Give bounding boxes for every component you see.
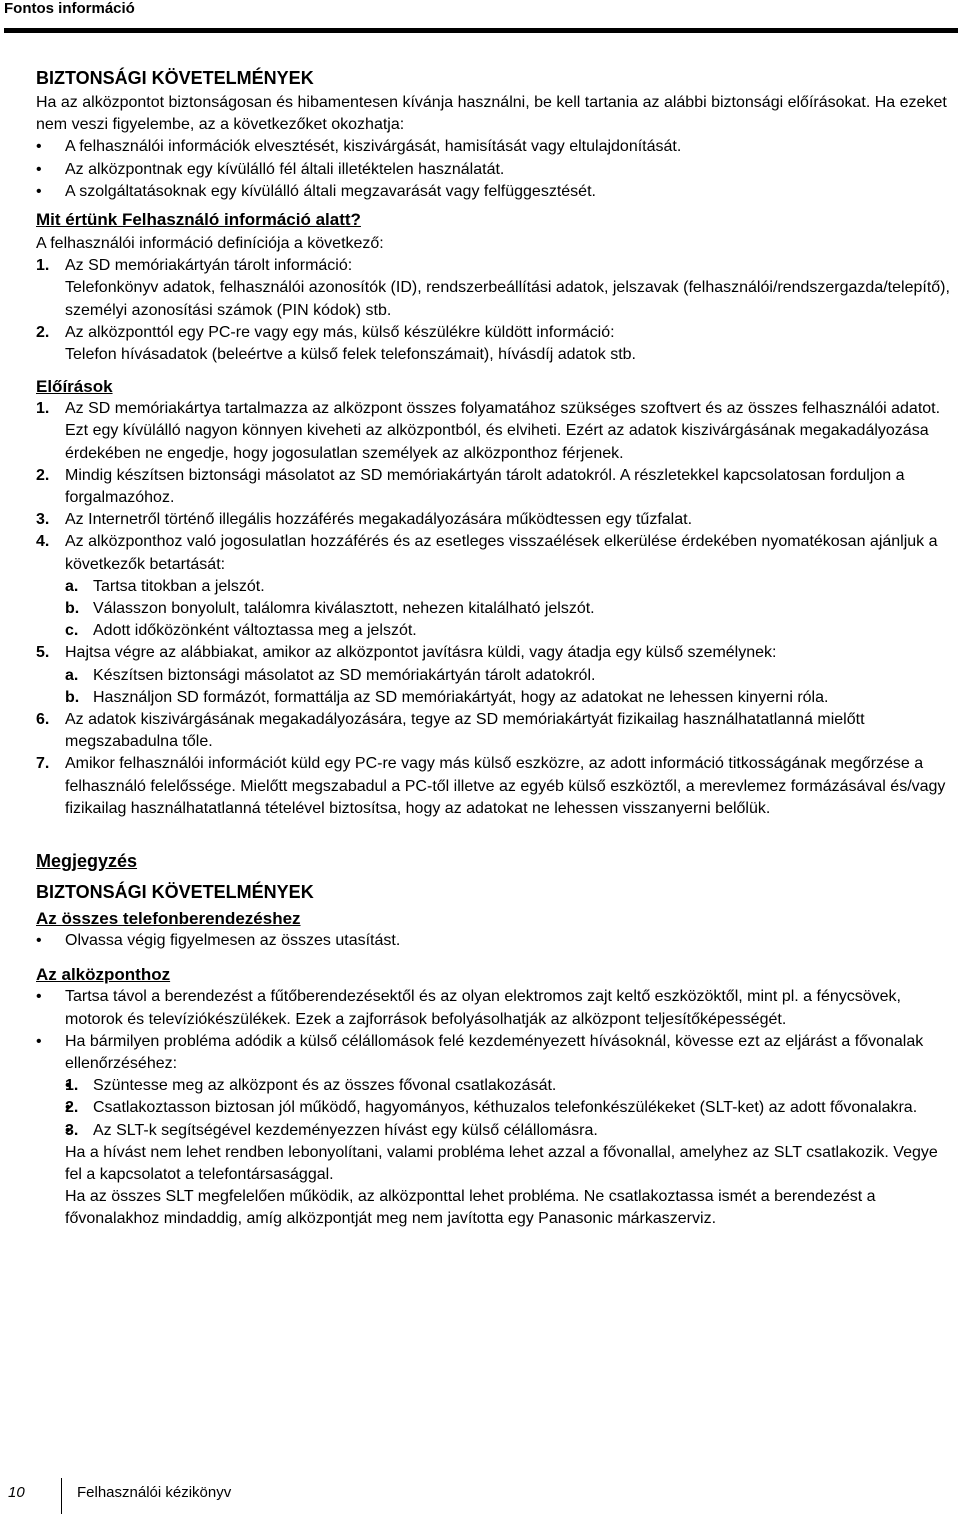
item-text: Hajtsa végre az alábbiakat, amikor az alközpontot javításra küldi, vagy átadja egy külső személynek: (65, 644, 777, 662)
rules-heading: Előírások (36, 377, 113, 397)
sub-item (65, 665, 956, 687)
list-item (36, 753, 956, 820)
item-number: 4. (36, 533, 50, 551)
info-list (36, 255, 956, 366)
item-number: 3. (36, 511, 50, 529)
page-number: 10 (8, 1484, 25, 1501)
sub-item (65, 1097, 956, 1119)
sub-item-label: • 3. (65, 1121, 79, 1139)
sub-item-text: Az SLT-k segítségével kezdeményezzen hívást egy külső célállomásra. (93, 1121, 598, 1139)
sub-item-label: • 2. (65, 1099, 79, 1117)
item-text: Amikor felhasználói információt küld egy PC-re vagy más külső eszközre, az adott információ titkosságának megőrzése a felhasználó felelőssége. Mielőtt megszabadul a PC-től illetve az egyéb külső eszköztől, a merevlemez formázásával és/vagy fizikailag használhatatlanná tételével biztosítsa, hogy az adatokat ne lehessen visszanyerni belőlük. (65, 755, 946, 817)
all-phones-heading: Az összes telefonberendezéshez (36, 909, 301, 929)
page-header (0, 0, 960, 30)
list-item (36, 642, 956, 709)
safety-intro: Ha az alközpontot biztonságosan és hibamentesen kívánja használni, be kell tartania az alábbi biztonsági előírásokat. Ha ezeket nem veszi figyelembe, az a következőket okozhatja: (36, 94, 947, 134)
item-number: 1. (36, 257, 50, 275)
item-detail: Telefon hívásadatok (beleértve a külső felek telefonszámait), hívásdíj adatok stb. (65, 346, 636, 364)
sub-item-label: b. (65, 600, 80, 618)
list-item (36, 322, 956, 366)
sub-item-text: Adott időközönként változtassa meg a jelszót. (93, 622, 417, 640)
sub-item-label: a. (65, 666, 79, 684)
item-text: • Ha bármilyen probléma adódik a külső célállomások felé kezdeményezett hívásoknál, kövesse ezt az eljárást a fővonalak ellenőrzéséhez: (65, 1032, 924, 1072)
pbx-bullets (36, 986, 956, 1230)
list-item: • Olvassa végig figyelmesen az összes utasítást. (36, 930, 956, 952)
pbx-followup-1: Ha a hívást nem lehet rendben lebonyolítani, valami probléma lehet azzal a fővonallal, amelyhez az SLT csatlakozik. Vegye fel a kapcsolatot a telefontársasággal. (65, 1143, 938, 1183)
item-text: Mindig készítsen biztonsági másolatot az SD memóriakártyán tárolt adatokról. A részletekkel kapcsolatosan forduljon a forgalmazóhoz. (65, 466, 905, 507)
sub-item (65, 687, 956, 709)
sub-item (65, 1120, 956, 1142)
sub-list (65, 665, 956, 709)
list-item (36, 255, 956, 322)
list-item (36, 709, 956, 753)
safety-bullets (36, 136, 956, 203)
sub-item-text: Tartsa titokban a jelszót. (93, 577, 265, 595)
footer-title: Felhasználói kézikönyv (77, 1484, 232, 1501)
sub-item-label: a. (65, 577, 79, 595)
list-item: • A szolgáltatásoknak egy kívülálló általi megzavarását vagy felfüggesztését. (36, 181, 956, 203)
sub-item-text: Szüntesse meg az alközpont és az összes fővonal csatlakozását. (93, 1077, 557, 1095)
page-content (36, 66, 956, 1231)
safety-title: BIZTONSÁGI KÖVETELMÉNYEK (36, 68, 314, 88)
header-title: Fontos információ (4, 0, 135, 17)
list-item (36, 465, 956, 509)
sub-item-text: Csatlakoztasson biztosan jól működő, hagyományos, kéthuzalos telefonkészülékeket (SLT-ket) az adott fővonalakra. (93, 1099, 918, 1117)
item-text: Az adatok kiszivárgásának megakadályozására, tegye az SD memóriakártyát fizikailag használhatatlanná mielőtt megszabadulna tőle. (65, 711, 865, 751)
sub-item-text: Használjon SD formázót, formattálja az SD memóriakártyát, hogy az adatokat ne lehessen kinyerni róla. (93, 688, 829, 706)
page-footer (0, 1476, 960, 1516)
list-item (36, 531, 956, 642)
footer-divider (61, 1478, 62, 1514)
sub-item (65, 598, 956, 620)
sub-item-label: b. (65, 688, 80, 706)
list-item: • Az alközpontnak egy kívülálló fél általi illetéktelen használatát. (36, 159, 956, 181)
info-heading: Mit értünk Felhasználó információ alatt? (36, 210, 361, 230)
item-title: Az alközponttól egy PC-re vagy egy más, külső készülékre küldött információ: (65, 323, 615, 341)
sub-item (65, 620, 956, 642)
list-item: • Tartsa távol a berendezést a fűtőberendezésektől és az olyan elektromos zajt keltő eszközöktől, mint pl. a fénycsövek, motorok és televíziókészülékek. Ezek a zajforrások befolyásolhatják az alközpont teljesítőképességét. (36, 986, 956, 1030)
sub-item-label: c. (65, 622, 79, 640)
item-text: Az Internetről történő illegális hozzáférés megakadályozására működtessen egy tűzfalat. (65, 511, 693, 529)
list-item (36, 398, 956, 465)
pbx-heading: Az alközponthoz (36, 965, 171, 985)
sub-item-text: Válasszon bonyolult, találomra kiválasztott, nehezen kitalálható jelszót. (93, 600, 595, 618)
sub-list (65, 576, 956, 643)
safety-title-2: BIZTONSÁGI KÖVETELMÉNYEK (36, 882, 314, 903)
item-number: 5. (36, 644, 50, 662)
list-item: • A felhasználói információk elvesztését, kiszivárgását, hamisítását vagy eltulajdonítását. (36, 136, 956, 158)
item-number: 2. (36, 466, 50, 484)
all-phones-bullets (36, 930, 956, 952)
list-item (36, 1031, 956, 1231)
item-number: 1. (36, 400, 50, 418)
sub-item-label: • 1. (65, 1077, 79, 1095)
sub-item (65, 576, 956, 598)
item-text: Az SD memóriakártya tartalmazza az alközpont összes folyamatához szükséges szoftvert és az összes felhasználói adatot. Ezt egy kívülálló nagyon könnyen kiveheti az alközpontból, és elviheti. Ezért az adatok kiszivárgásának megakadályozása érdekében ne engedje, hogy jogosulatlan személyek az alközponthoz férjenek. (65, 400, 941, 462)
pbx-followup-2: Ha az összes SLT megfelelően működik, az alközponttal lehet probléma. Ne csatlakoztassa ismét a berendezést a fővonalakhoz mindaddig, amíg alközpontját meg nem javította egy Panasonic márkaszerviz. (65, 1188, 876, 1228)
sub-item-text: Készítsen biztonsági másolatot az SD memóriakártyán tárolt adatokról. (93, 666, 596, 684)
pbx-steps (65, 1075, 956, 1142)
sub-item (65, 1075, 956, 1097)
rules-list (36, 398, 956, 820)
item-detail: Telefonkönyv adatok, felhasználói azonosítók (ID), rendszerbeállítási adatok, jelszavak (felhasználói/rendszergazda/telepítő), személyi azonosítási számok (PIN kódok) stb. (65, 279, 950, 319)
item-title: Az SD memóriakártyán tárolt információ: (65, 257, 353, 275)
header-rule (4, 28, 958, 33)
item-number: 2. (36, 323, 50, 341)
item-number: 6. (36, 711, 50, 729)
item-number: 7. (36, 755, 50, 773)
note-heading: Megjegyzés (36, 851, 138, 872)
list-item (36, 509, 956, 531)
item-text: Az alközponthoz való jogosulatlan hozzáférés és az esetleges visszaélések elkerülése érdekében nyomatékosan ajánljuk a következők betartását: (65, 533, 938, 573)
info-definition: A felhasználói információ definíciója a következő: (36, 235, 384, 253)
